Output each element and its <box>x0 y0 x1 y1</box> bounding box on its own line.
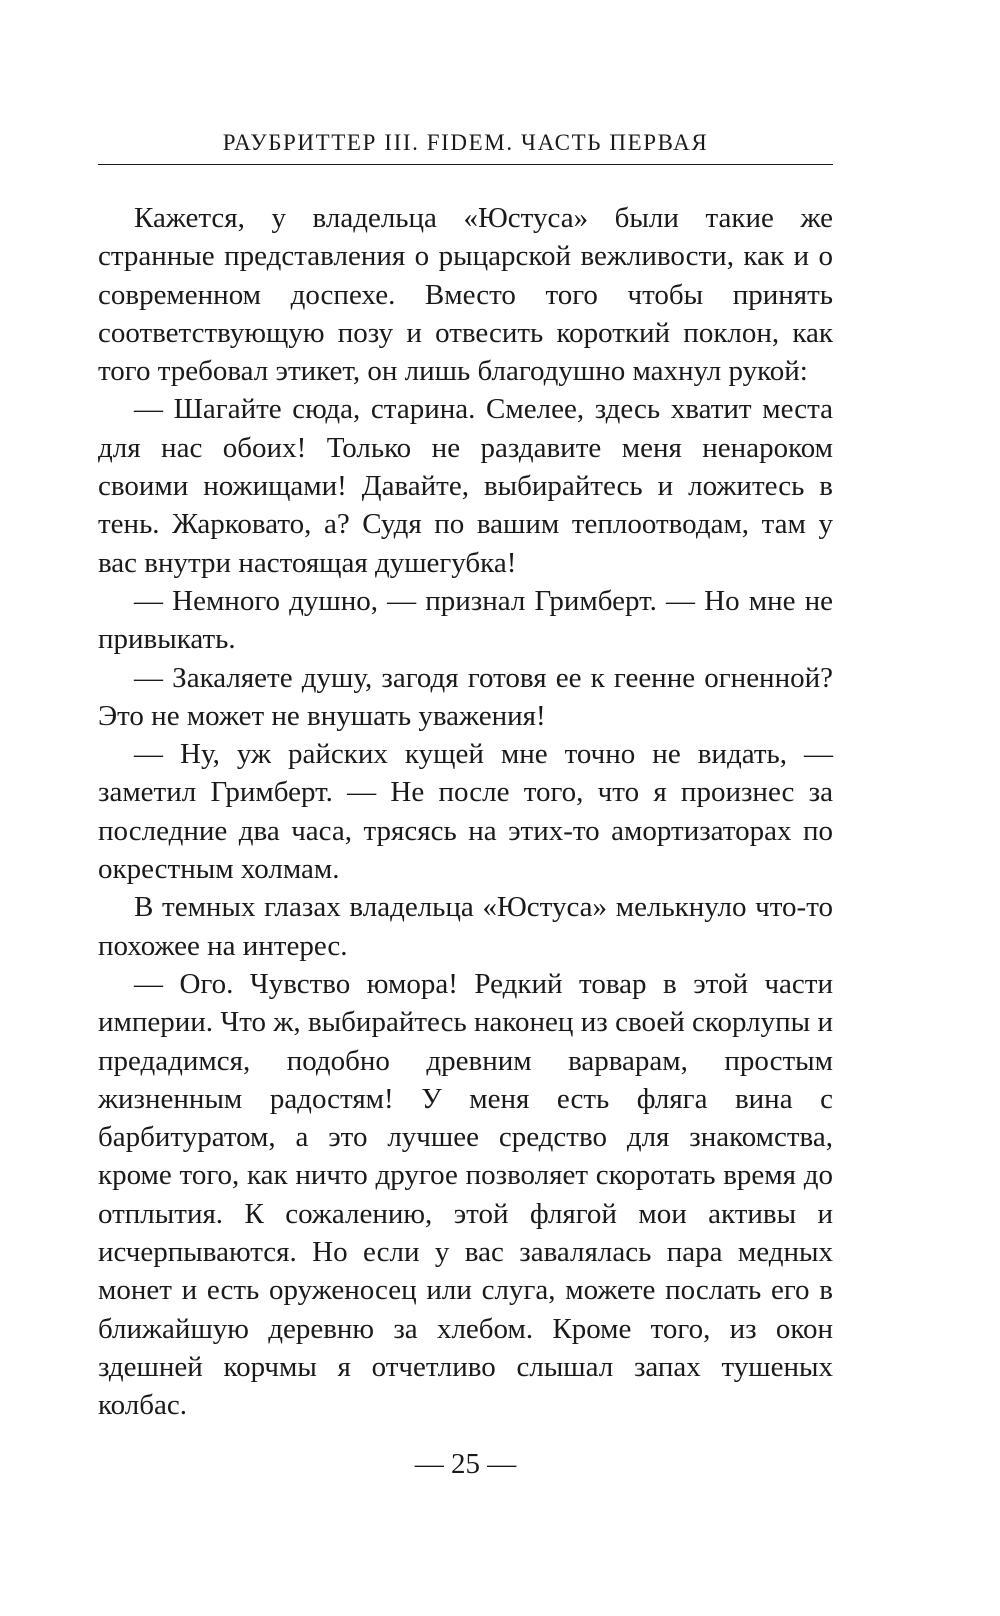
paragraph: В темных глазах владельца «Юстуса» мелькнуло что-то похожее на интерес. <box>98 891 833 962</box>
paragraph: — Ну, уж райских кущей мне точно не видать, — заметил Гримберт. — Не после того, что я произнес за последние два часа, трясясь на этих-то амортизаторах по окрестным холмам. <box>98 738 833 886</box>
paragraph: — Ого. Чувство юмора! Редкий товар в этой части империи. Что ж, выбирайтесь наконец из своей скорлупы и предадимся, подобно древним варварам, простым жизненным радостям! У меня есть фляга вина с барбитуратом, а это лучшее средство для знакомства, кроме того, как ничто другое позволяет скоротать время до отплытия. К сожалению, этой флягой мои активы и исчерпываются. Но если у вас завалялась пара медных монет и есть оруженосец или слуга, можете послать его в ближайшую деревню за хлебом. Кроме того, из окон здешней корчмы я отчетливо слышал запах тушеных колбас. <box>98 967 833 1422</box>
running-header: РАУБРИТТЕР III. FIDEM. ЧАСТЬ ПЕРВАЯ <box>98 128 833 165</box>
paragraph: — Немного душно, — признал Гримберт. — Но мне не привыкать. <box>98 584 833 656</box>
book-page <box>98 128 833 1425</box>
page-number: — 25 — <box>414 1448 517 1480</box>
paragraph: — Закаляете душу, загодя готовя ее к геенне огненной? Это не может не внушать уважения! <box>98 661 833 732</box>
paragraph: Кажется, у владельца «Юстуса» были такие же странные представления о рыцарской вежливости, как и о современном доспехе. Вместо того чтобы принять соответствующую позу и отвесить короткий поклон, как того требовал этикет, он лишь благодушно махнул рукой: <box>98 202 833 388</box>
body-text <box>98 199 833 1425</box>
paragraph: — Шагайте сюда, старина. Смелее, здесь хватит места для нас обоих! Только не раздавите меня ненароком своими ножищами! Давайте, выбирайтесь и ложитесь в тень. Жарковато, а? Судя по вашим теплоотводам, там у вас внутри настоящая душегубка! <box>98 393 833 579</box>
